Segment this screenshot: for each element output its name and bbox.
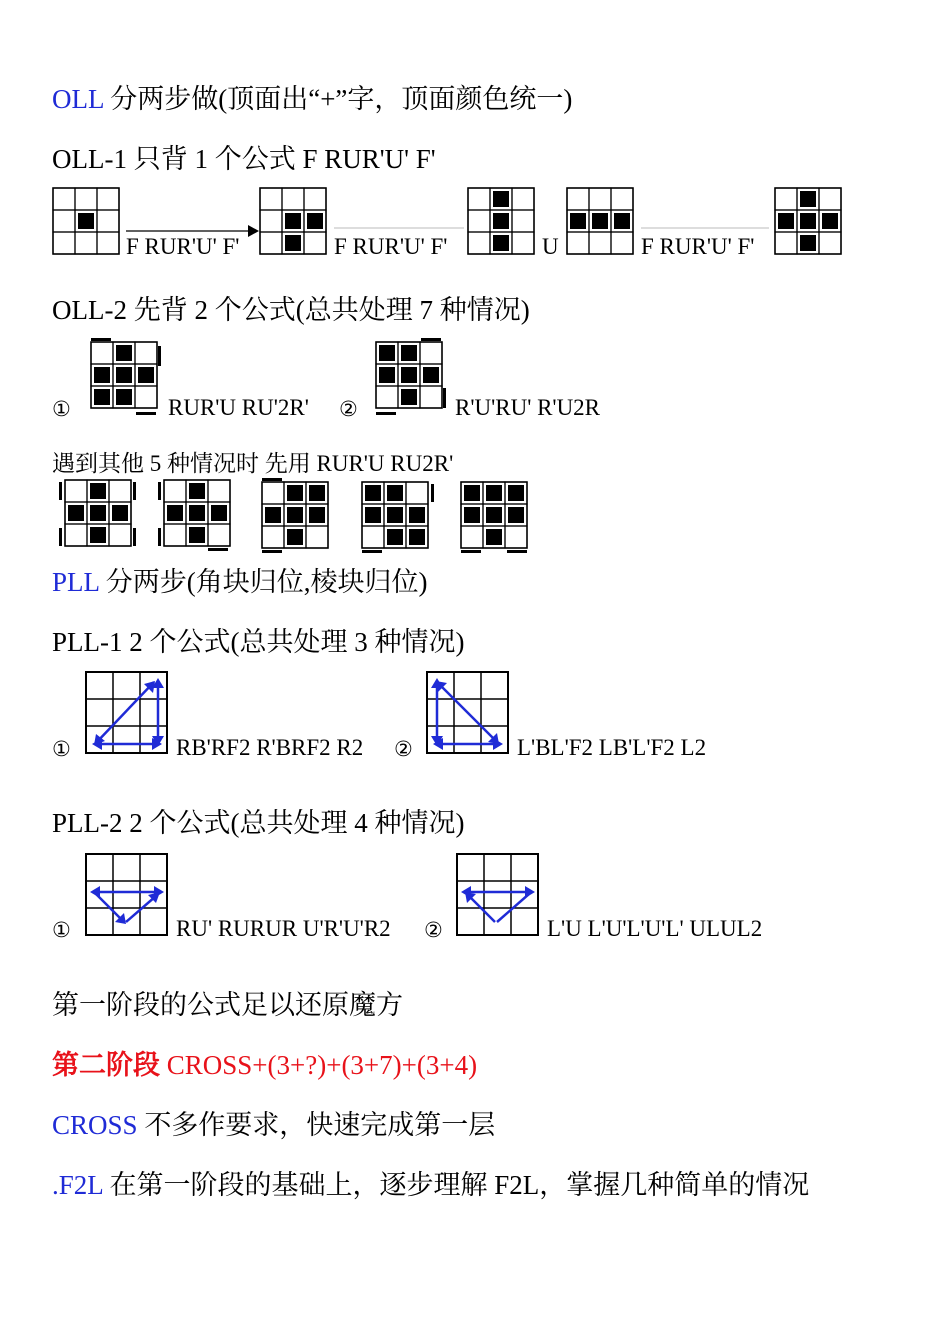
pll2-case1-diagram xyxy=(84,852,170,938)
grid-cell-filled xyxy=(285,235,301,251)
grid-cell-filled xyxy=(189,505,205,521)
grid-cell-filled xyxy=(287,507,303,523)
oll1-step-label-2: F RUR'U' F' xyxy=(334,234,448,259)
pll2-case1-formula: RU' RURUR U'R'U'R2 xyxy=(176,916,391,941)
pll1-case1-diagram xyxy=(84,670,170,756)
pll1-case2-formula: L'BL'F2 LB'L'F2 L2 xyxy=(517,735,707,760)
grid-cell-filled xyxy=(285,213,301,229)
grid-cell-filled xyxy=(307,213,323,229)
grid-cell-filled xyxy=(90,483,106,499)
oll2-others-text: 遇到其他 5 种情况时 先用 RUR'U RU2R' xyxy=(52,451,454,476)
grid-cell-filled xyxy=(309,485,325,501)
f2l-label: F2L xyxy=(58,1170,103,1200)
pll-text: 分两步(角块归位,棱块归位) xyxy=(99,567,428,597)
grid-cell-filled xyxy=(365,485,381,501)
grid-cell-filled xyxy=(116,367,132,383)
grid-cell-filled xyxy=(265,507,281,523)
grid-cell-filled xyxy=(401,367,417,383)
pll2-case2-number: ② xyxy=(424,918,443,942)
grid-cell-filled xyxy=(401,389,417,405)
grid-cell-filled xyxy=(493,213,509,229)
grid-cell-filled xyxy=(287,485,303,501)
oll2-other-grid-4 xyxy=(358,478,438,554)
oll1-grid-3 xyxy=(467,187,535,255)
grid-cell-filled xyxy=(287,529,303,545)
grid-cell-filled xyxy=(493,235,509,251)
grid-cell-filled xyxy=(78,213,94,229)
grid-cell-filled xyxy=(423,367,439,383)
grid-cell-filled xyxy=(508,507,524,523)
f2l-prefix: . xyxy=(52,1170,59,1200)
oll-text: 分两步做(顶面出“+”字，顶面颜色统一) xyxy=(103,84,573,114)
grid-cell-filled xyxy=(387,507,403,523)
oll2-case2-number: ② xyxy=(339,397,358,421)
grid-cell-filled xyxy=(90,527,106,543)
f2l-line xyxy=(52,1169,809,1201)
grid-cell-filled xyxy=(800,235,816,251)
grid-cell-filled xyxy=(167,505,183,521)
grid-cell-filled xyxy=(116,389,132,405)
cross-label: CROSS xyxy=(52,1110,138,1140)
oll1-step-label-3: U xyxy=(542,234,559,259)
oll1-step-label-1: F RUR'U' F' xyxy=(126,234,240,259)
oll1-step-label-4: F RUR'U' F' xyxy=(641,234,755,259)
grid-cell-filled xyxy=(387,485,403,501)
grid-cell-filled xyxy=(822,213,838,229)
oll2-case2-grid xyxy=(374,338,450,416)
grid-cell-filled xyxy=(409,507,425,523)
oll1-line-4 xyxy=(641,226,769,230)
grid-cell-filled xyxy=(409,529,425,545)
oll2-case1-grid xyxy=(89,338,163,416)
oll1-grid-2 xyxy=(259,187,327,255)
f2l-text: 在第一阶段的基础上，逐步理解 F2L，掌握几种简单的情况 xyxy=(102,1170,810,1200)
grid-cell-filled xyxy=(570,213,586,229)
oll2-title: OLL-2 先背 2 个公式(总共处理 7 种情况) xyxy=(52,295,530,325)
grid-cell-filled xyxy=(189,527,205,543)
oll1-grid-4 xyxy=(566,187,634,255)
grid-cell-filled xyxy=(778,213,794,229)
grid-cell-filled xyxy=(486,529,502,545)
pll1-case1-formula: RB'RF2 R'BRF2 R2 xyxy=(176,735,364,760)
grid-cell-filled xyxy=(614,213,630,229)
stage2-label: 第二阶段 xyxy=(52,1050,160,1080)
pll2-case1-number: ① xyxy=(52,918,71,942)
pll-heading xyxy=(52,566,427,598)
cross-line xyxy=(52,1109,495,1141)
pll1-case2-number: ② xyxy=(394,737,413,761)
pll-label: PLL xyxy=(52,567,99,597)
pll1-title: PLL-1 2 个公式(总共处理 3 种情况) xyxy=(52,627,465,657)
grid-cell-filled xyxy=(464,507,480,523)
oll2-other-grid-5 xyxy=(457,478,537,554)
grid-cell-filled xyxy=(379,367,395,383)
grid-cell-filled xyxy=(800,213,816,229)
grid-cell-filled xyxy=(493,191,509,207)
pll2-case2-formula: L'U L'U'L'U'L' ULUL2 xyxy=(547,916,763,941)
oll2-other-grid-1 xyxy=(59,478,139,552)
grid-cell-filled xyxy=(90,505,106,521)
grid-cell-filled xyxy=(486,507,502,523)
grid-cell-filled xyxy=(138,367,154,383)
stage2-text: CROSS+(3+?)+(3+7)+(3+4) xyxy=(160,1050,478,1080)
grid-cell-filled xyxy=(116,345,132,361)
pll2-case2-diagram xyxy=(455,852,541,938)
pll1-case2-diagram xyxy=(425,670,511,756)
stage2-heading xyxy=(52,1049,477,1081)
grid-cell-filled xyxy=(592,213,608,229)
oll-heading xyxy=(52,83,572,115)
grid-cell-filled xyxy=(309,507,325,523)
grid-cell-filled xyxy=(94,389,110,405)
oll2-other-grid-3 xyxy=(258,478,338,554)
oll2-other-grid-2 xyxy=(158,478,238,552)
grid-cell-filled xyxy=(508,485,524,501)
grid-cell-filled xyxy=(189,483,205,499)
grid-cell-filled xyxy=(365,507,381,523)
grid-cell-filled xyxy=(387,529,403,545)
oll1-line-2 xyxy=(334,226,464,230)
grid-cell-filled xyxy=(68,505,84,521)
grid-cell-filled xyxy=(94,367,110,383)
cross-text: 不多作要求，快速完成第一层 xyxy=(137,1110,496,1140)
pll1-case1-number: ① xyxy=(52,737,71,761)
oll1-grid-1 xyxy=(52,187,120,255)
grid-cell-filled xyxy=(800,191,816,207)
oll2-case2-formula: R'U'RU' R'U2R xyxy=(455,395,601,420)
grid-cell-filled xyxy=(464,485,480,501)
oll-label: OLL xyxy=(52,84,104,114)
oll2-case1-formula: RUR'U RU'2R' xyxy=(168,395,309,420)
pll2-title: PLL-2 2 个公式(总共处理 4 种情况) xyxy=(52,808,465,838)
oll1-title: OLL-1 只背 1 个公式 F RUR'U' F' xyxy=(52,144,436,174)
grid-cell-filled xyxy=(112,505,128,521)
grid-cell-filled xyxy=(379,345,395,361)
grid-cell-filled xyxy=(401,345,417,361)
grid-cell-filled xyxy=(211,505,227,521)
grid-cell-filled xyxy=(486,485,502,501)
stage1-summary: 第一阶段的公式足以还原魔方 xyxy=(52,990,403,1020)
oll2-case1-number: ① xyxy=(52,397,71,421)
oll1-grid-5 xyxy=(774,187,842,255)
